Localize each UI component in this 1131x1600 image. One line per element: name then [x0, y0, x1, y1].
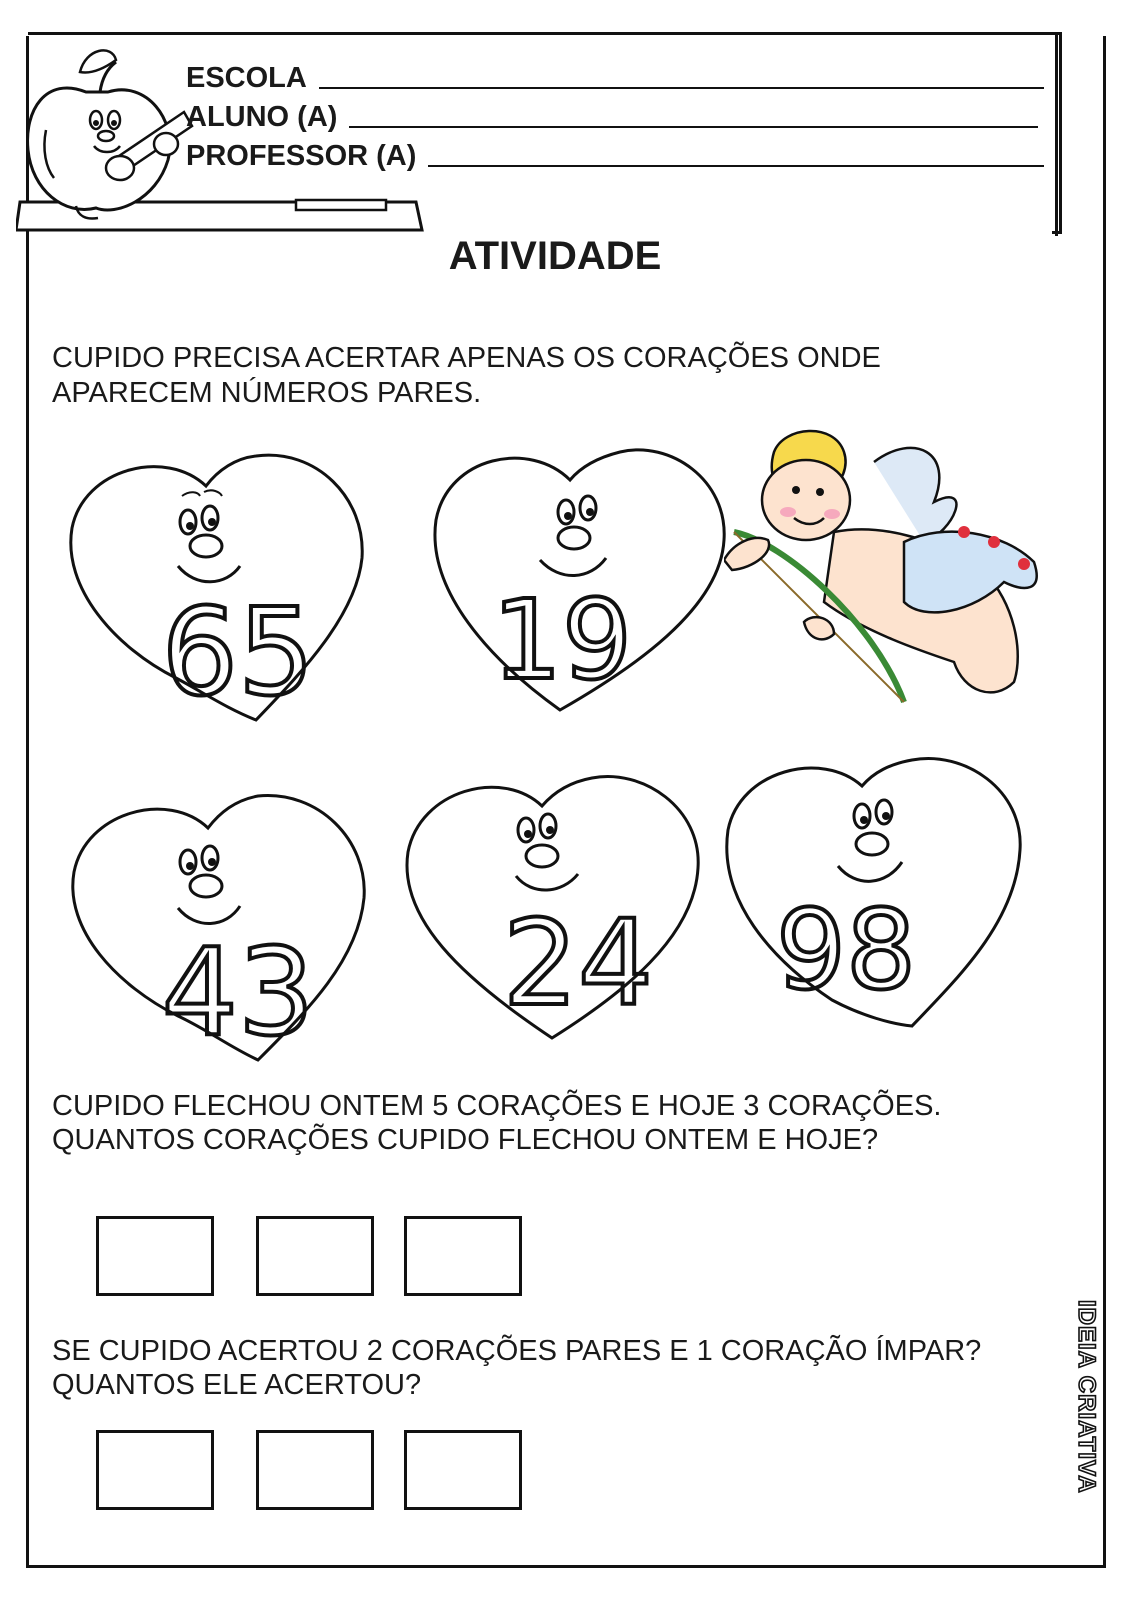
- page-title: ATIVIDADE: [448, 234, 662, 278]
- school-label: ESCOLA: [186, 62, 307, 94]
- heart-number: 43: [161, 924, 315, 1063]
- school-line: [319, 87, 1044, 89]
- heart-98[interactable]: [722, 750, 1024, 1030]
- question3-line2: QUANTOS ELE ACERTOU?: [52, 1369, 422, 1401]
- student-label: ALUNO (A): [186, 101, 338, 133]
- heart-number: 19: [492, 576, 632, 704]
- heart-number: 98: [776, 886, 916, 1014]
- heart-19[interactable]: [430, 440, 728, 720]
- school-field[interactable]: [186, 62, 1044, 94]
- student-field[interactable]: [186, 101, 1038, 133]
- answer-box-q3-3[interactable]: [404, 1430, 522, 1510]
- question1-line2: APARECEM NÚMEROS PARES.: [52, 377, 482, 409]
- answer-box-q3-2[interactable]: [256, 1430, 374, 1510]
- question2-line1: CUPIDO FLECHOU ONTEM 5 CORAÇÕES E HOJE 3 CORAÇÕES.: [52, 1090, 942, 1122]
- teacher-line: [428, 165, 1044, 167]
- answer-box-q2-3[interactable]: [404, 1216, 522, 1296]
- heart-65[interactable]: [66, 448, 366, 724]
- heart-24[interactable]: [402, 768, 702, 1044]
- heart-number: 65: [161, 584, 315, 723]
- watermark-text: IDEIA CRIATIVA: [1073, 1300, 1100, 1494]
- teacher-field[interactable]: [186, 140, 1044, 172]
- header-bracket: [1052, 32, 1062, 234]
- teacher-label: PROFESSOR (A): [186, 140, 417, 172]
- question2-line2: QUANTOS CORAÇÕES CUPIDO FLECHOU ONTEM E HOJE?: [52, 1124, 879, 1156]
- heart-number: 24: [502, 894, 654, 1032]
- answer-box-q3-1[interactable]: [96, 1430, 214, 1510]
- answer-box-q2-2[interactable]: [256, 1216, 374, 1296]
- student-line: [349, 126, 1038, 128]
- cupid-illustration: [724, 422, 1054, 722]
- answer-box-q2-1[interactable]: [96, 1216, 214, 1296]
- heart-43[interactable]: [68, 790, 368, 1064]
- question3-line1: SE CUPIDO ACERTOU 2 CORAÇÕES PARES E 1 CORAÇÃO ÍMPAR?: [52, 1335, 982, 1367]
- question1-line1: CUPIDO PRECISA ACERTAR APENAS OS CORAÇÕES ONDE: [52, 342, 881, 374]
- watermark: [1066, 1300, 1104, 1550]
